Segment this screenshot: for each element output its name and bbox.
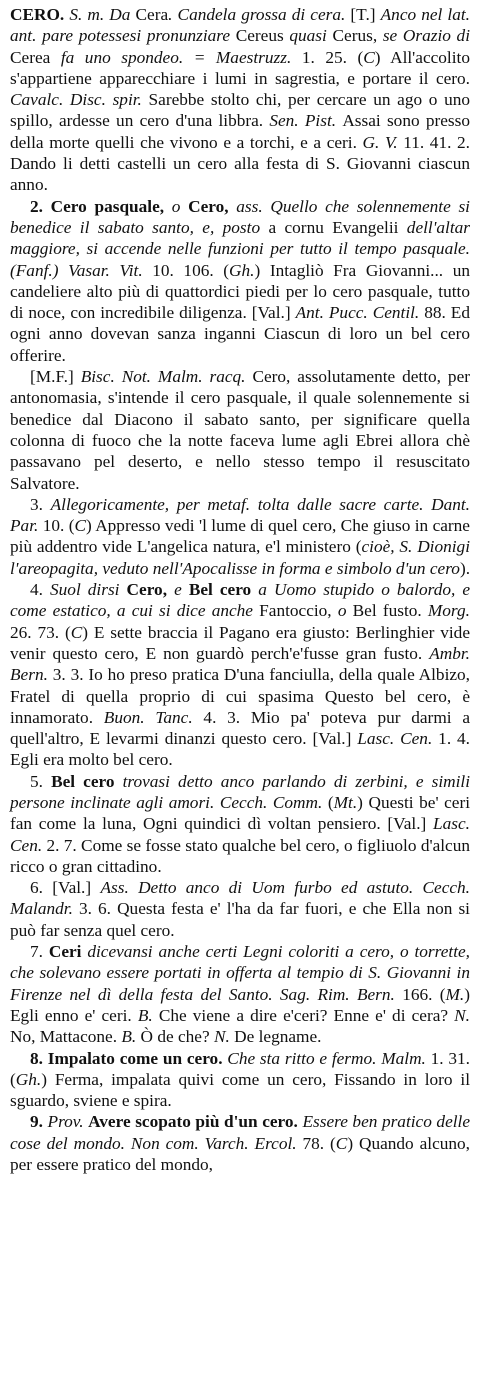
italic-text: B. — [121, 1027, 141, 1047]
sense-paragraph — [10, 877, 470, 941]
italic-text: Buon. Tanc. — [103, 707, 204, 727]
italic-text: S. m. Da — [64, 5, 136, 24]
italic-text: ass. Quello che solennemente si benedice il sabato santo, e, posto — [10, 196, 470, 237]
entry-paragraph — [10, 4, 470, 196]
italic-text: B. — [137, 1005, 159, 1025]
body-text: 10. 106. ( — [152, 260, 230, 280]
body-text: [T.] — [350, 5, 381, 24]
body-text: Cero, assolutamente detto, per antonomasia, s'intende il cero pasquale, il quale solennemente si benedice dal Diacono il sabato santo, per significare quella colonna di fuoco che la notte faceva lume agli Ebrei allora chè passavano pel deserto, e nello stesso tempo il resuscitato Salvatore. — [10, 367, 470, 493]
body-text: Bel fusto. — [352, 601, 428, 621]
body-text: Assai sono presso della morte quelli che vivono e a torchi, e a ceri. — [10, 111, 470, 152]
sense-paragraph — [10, 196, 470, 366]
italic-text: Suol dirsi — [50, 580, 127, 600]
body-text: 3. 6. Questa festa e' l'ha da far fuori, e che Ella non si può far senza quel cero. — [10, 899, 470, 940]
body-text: 3. — [30, 494, 51, 514]
italic-text: quasi — [289, 26, 333, 46]
bold-term: Cero, — [188, 196, 237, 216]
italic-text: Cavalc. Disc. spir. — [10, 90, 149, 110]
body-text: 1. 31. ( — [10, 1048, 470, 1089]
body-text: Fantoccio, — [259, 601, 338, 621]
body-text: 166. ( — [402, 984, 446, 1004]
body-text: 7. — [30, 942, 49, 962]
italic-text: Ambr. Bern. — [10, 643, 470, 685]
body-text: 4. 3. Mio pa' poteva pur darmi a quell'altro, E levarmi dinanzi questo cero. [Val.] — [10, 707, 470, 749]
sense-paragraph — [10, 494, 470, 579]
body-text: ( — [327, 792, 334, 812]
body-text: ). — [459, 558, 471, 578]
body-text: ) All'accolito s'appartiene apparecchiare i lumi in sagrestia, e portare il cero. — [10, 47, 470, 88]
sense-paragraph — [10, 771, 470, 877]
body-text: De legname. — [234, 1027, 322, 1047]
body-text: 78. ( — [302, 1133, 336, 1153]
italic-text: Che sta ritto e fermo. Malm. — [227, 1048, 431, 1068]
body-text: ) Quando alcuno, per essere pratico del mondo, — [10, 1133, 470, 1175]
body-text: ) Intagliò Fra Giovanni... un candeliere alto più di quattordici piedi per lo cero pasquale, tutto di noce, con incredibile diligenza. [Val.] — [10, 260, 470, 323]
italic-text: Bisc. Not. Malm. racq. — [80, 367, 253, 387]
body-text: 11. 41. 2. Dando li detti castelli un cero alla festa di S. Giovanni ciascun anno. — [10, 132, 470, 195]
italic-text: . Candela grossa di cera. — [168, 5, 351, 24]
body-text: ) Ferma, impalata quivi come un cero, Fissando in loro il sguardo, sviene e spira. — [10, 1069, 470, 1111]
body-text: Cereus — [235, 26, 290, 46]
bold-term: Bel cero — [51, 771, 123, 791]
bold-term: 2. Cero pasquale, — [30, 196, 172, 216]
italic-text: se Orazio di — [382, 26, 470, 46]
body-text: Sarebbe stolto chi, per cercare un ago o uno spillo, ardesse un cero d'una libbra. — [10, 90, 470, 131]
italic-text: o — [337, 601, 353, 621]
headword: CERO. — [10, 5, 65, 24]
body-text: 1. 25. ( — [301, 47, 364, 67]
italic-text: Prov. — [47, 1112, 89, 1132]
body-text: Cerea — [10, 47, 61, 67]
body-text: ) Appresso vedi 'l lume di quel cero, Che giuso in carne più addentro vide L'angelica natura, e'l ministero ( — [10, 516, 470, 557]
sense-paragraph — [10, 579, 470, 771]
sense-paragraph — [10, 1111, 470, 1175]
bold-term: 9. — [30, 1112, 48, 1132]
italic-text: fa uno spondeo. = Maestruzz. — [60, 47, 302, 67]
italic-text: Lasc. Cen. — [10, 814, 470, 855]
body-text: ) E sette braccia il Pagano era giusto: Berlinghier vide venir questo cero, E non guardò perch'e'fusse gran fusto. — [10, 622, 470, 663]
bold-term: Bel cero — [188, 580, 259, 600]
italic-text: M. — [445, 984, 465, 1004]
italic-text: Morg. — [427, 601, 470, 621]
italic-text: Sen. Pist. — [269, 111, 343, 131]
bold-term: 8. Impalato come un cero. — [30, 1048, 228, 1068]
italic-text: Lasc. Cen. — [357, 729, 439, 749]
body-text: ) Questi be' ceri fan come la luna, Ogni quindici dì voltan pensiero. [Val.] — [10, 792, 470, 834]
italic-text: Ass. Detto anco di Uom furbo ed astuto. Cecch. Malandr. — [10, 878, 471, 919]
italic-text: dicevansi anche certi Legni coloriti a cero, o torrette, che solevano essere portati in offerta al tempio di S. Giovanni in Firenze nel dì della festa del Santo. Sag. Rim. Bern. — [10, 942, 470, 1004]
italic-text: Essere ben pratico delle cose del mondo. Non com. Varch. Ercol. — [10, 1112, 471, 1153]
body-text: Ò de che? — [140, 1027, 214, 1047]
bold-term: Cero, — [126, 580, 175, 600]
italic-text: trovasi detto anco parlando di zerbini, e simili persone inclinate agli amori. Cecch. Comm. — [10, 771, 470, 812]
body-text: No, Mattacone. — [10, 1027, 122, 1047]
italic-text: C — [335, 1133, 348, 1153]
body-text: 26. 73. ( — [10, 622, 71, 642]
italic-text: dell'altar maggiore, si accende nelle funzioni per tutto il tempo pasquale. (Fanf.) Vasar. Vit. — [10, 217, 471, 280]
italic-text: o — [171, 196, 189, 216]
body-text: Cerus, — [332, 26, 383, 46]
bold-term: Ceri — [48, 942, 88, 962]
italic-text: Allegoricamente, per metaf. tolta dalle sacre carte. Dant. Par. — [10, 494, 471, 536]
italic-text: N. — [213, 1027, 235, 1047]
body-text: Cera — [135, 5, 169, 24]
bold-term: Avere scopato più d'un cero. — [88, 1112, 303, 1132]
sense-paragraph — [10, 1048, 470, 1112]
body-text: 2. 7. Come se fosse stato qualche bel cero, o figliuolo d'alcun ricco o gran cittadino. — [10, 835, 471, 876]
sense-paragraph — [10, 366, 470, 494]
italic-text: N. — [454, 1005, 471, 1025]
italic-text: Gh. — [15, 1069, 42, 1089]
body-text: 4. — [30, 580, 51, 600]
body-text: [M.F.] — [30, 367, 81, 387]
italic-text: G. V. — [362, 132, 404, 152]
italic-text: e — [174, 580, 189, 600]
body-text: 6. [Val.] — [30, 878, 101, 898]
body-text: 1. 4. Egli era molto bel cero. — [10, 729, 470, 770]
italic-text: cioè, S. Dionigi l'areopagita, veduto nell'Apocalisse in forma e simbolo d'un cero — [10, 537, 470, 578]
italic-text: C — [70, 622, 83, 642]
italic-text: Anco nel lat. ant. pare potessesi pronunziare — [10, 5, 470, 46]
body-text: 10. ( — [42, 516, 75, 536]
italic-text: Gh. — [229, 260, 255, 280]
italic-text: C — [363, 47, 375, 67]
body-text: a cornu Evangelii — [268, 217, 407, 237]
italic-text: Mt. — [333, 792, 358, 812]
sense-paragraph — [10, 941, 470, 1047]
italic-text: C — [74, 516, 86, 536]
italic-text: Ant. Pucc. Centil. — [295, 303, 425, 323]
body-text: 5. — [30, 771, 52, 791]
body-text: ) Egli enno e' ceri. — [10, 984, 470, 1025]
body-text: Che viene a dire e'ceri? Enne e' di cera? — [158, 1005, 455, 1025]
body-text: 3. 3. Io ho preso pratica D'una fanciulla, della quale Albizo, Fratel di quella proprio di cui spasima Questo bel cero, è innamorato. — [10, 665, 471, 727]
italic-text: a Uomo stupido o balordo, e come estatico, a cui si dice anche — [10, 580, 471, 621]
body-text: 88. Ed ogni anno dovevan sanza inganni Ciascun di loro un bel cero offerire. — [10, 303, 471, 365]
